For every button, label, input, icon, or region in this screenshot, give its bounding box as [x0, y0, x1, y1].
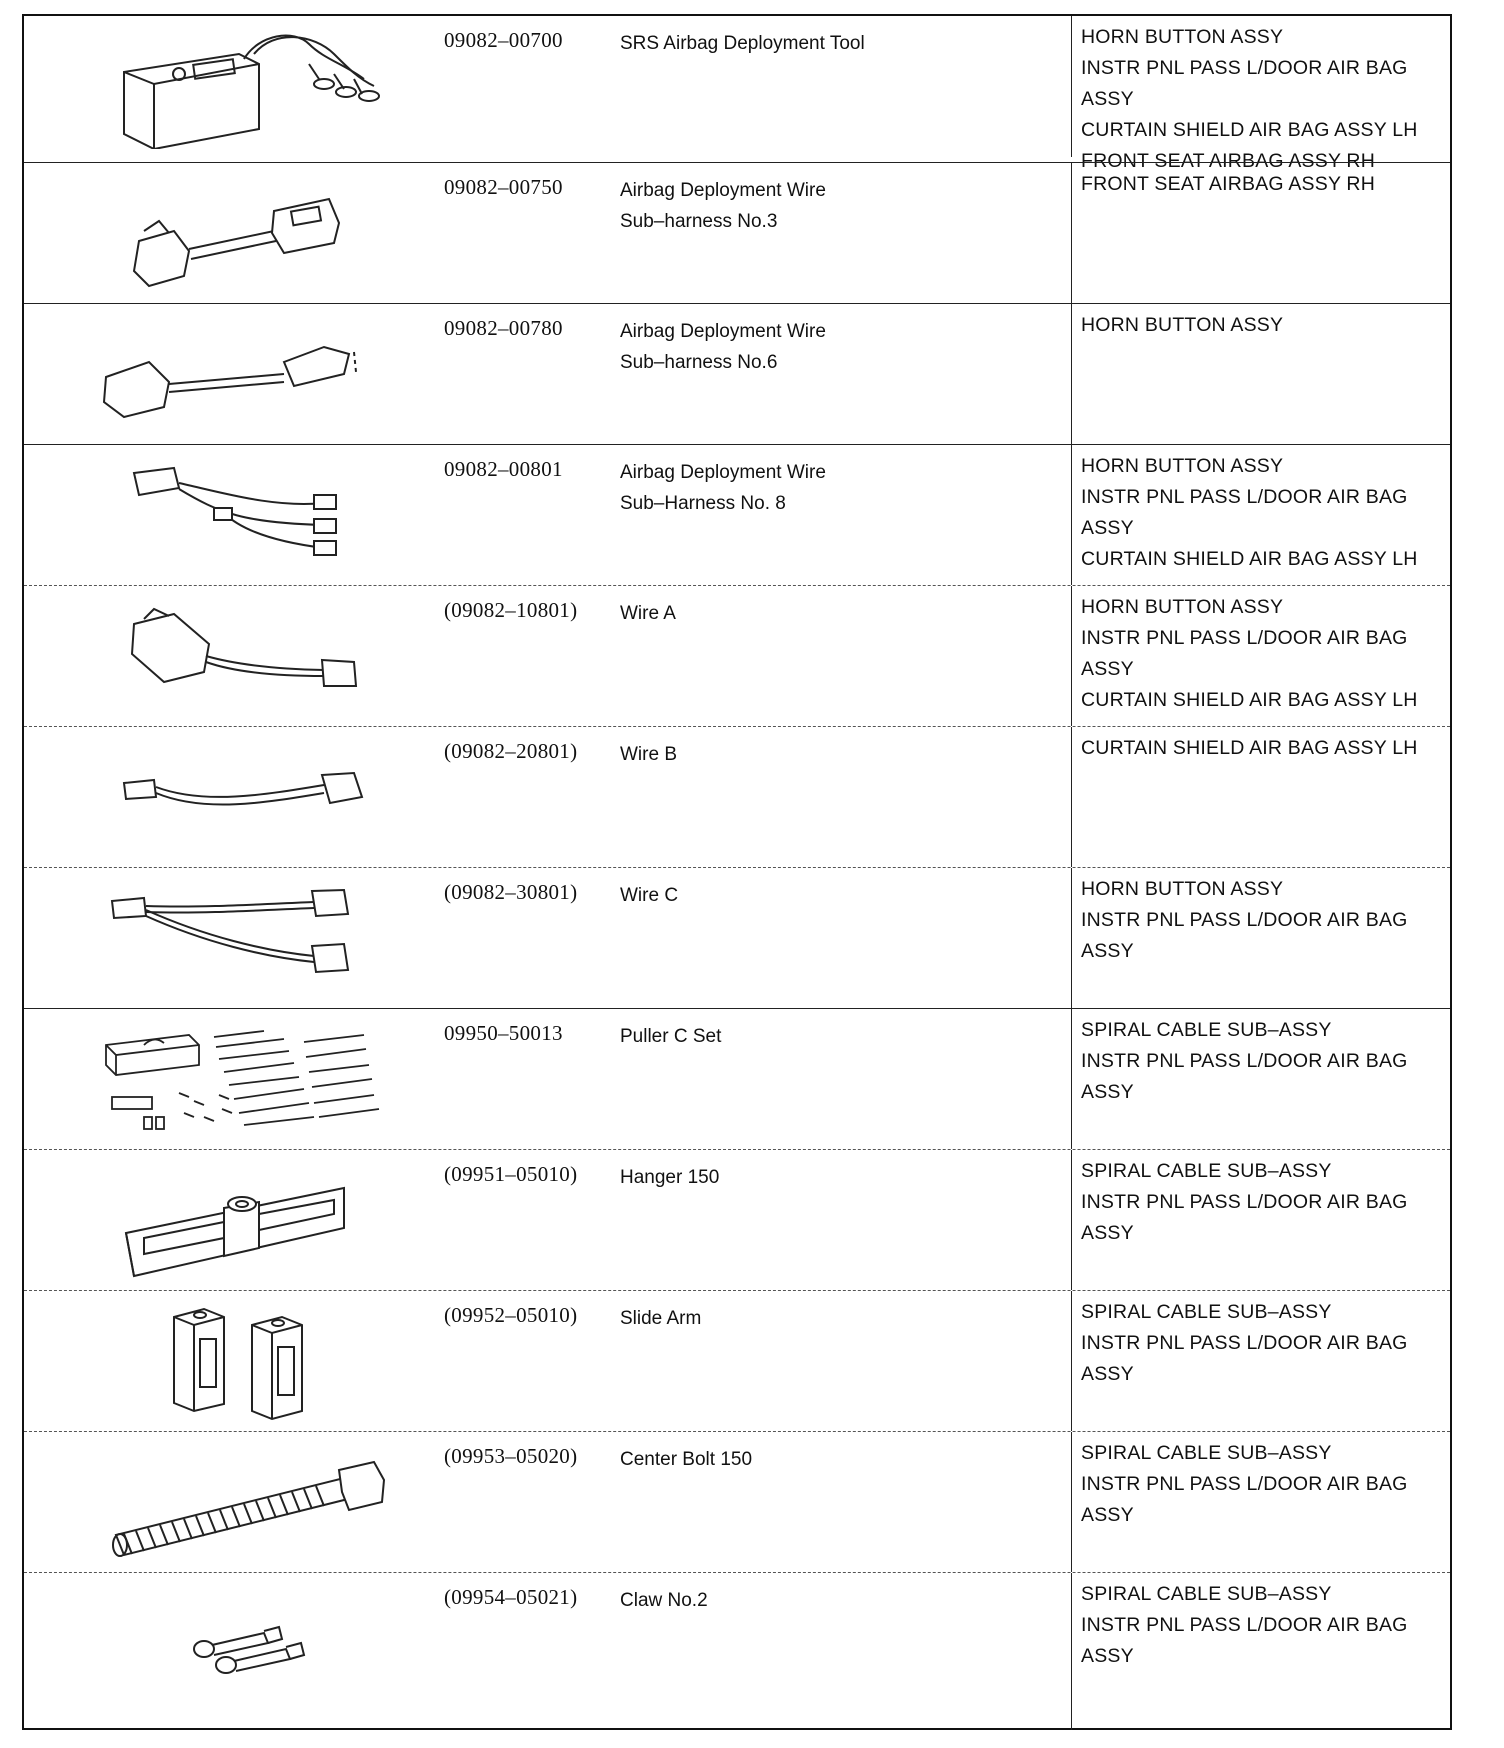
- table-row: [24, 1290, 1450, 1431]
- usage-list: [1081, 451, 1451, 575]
- puller-c-set-illustration: [44, 1017, 404, 1142]
- table-row: [24, 1572, 1450, 1730]
- usage-line: CURTAIN SHIELD AIR BAG ASSY LH: [1081, 548, 1418, 570]
- table-row: [24, 1008, 1450, 1149]
- usage-line: INSTR PNL PASS L/DOOR AIR BAG: [1081, 627, 1408, 649]
- wire-subharness-no8-illustration: [44, 453, 404, 578]
- usage-list: [1081, 733, 1451, 764]
- wire-b-illustration: [44, 735, 404, 860]
- usage-list: [1081, 22, 1451, 177]
- usage-list: [1081, 1297, 1451, 1390]
- hanger-150-illustration: [44, 1158, 404, 1283]
- special-service-tools-table: [22, 14, 1452, 1730]
- part-name: [620, 1585, 1060, 1616]
- part-name-line: Center Bolt 150: [620, 1449, 753, 1470]
- usage-line: ASSY: [1081, 1504, 1134, 1526]
- column-divider: [1071, 727, 1072, 867]
- usage-list: [1081, 874, 1451, 967]
- usage-line: ASSY: [1081, 940, 1134, 962]
- usage-line: SPIRAL CABLE SUB–ASSY: [1081, 1160, 1332, 1182]
- usage-line: INSTR PNL PASS L/DOOR AIR BAG: [1081, 1332, 1408, 1354]
- part-name-line: Hanger 150: [620, 1167, 720, 1188]
- part-number: (09952–05010): [444, 1303, 578, 1327]
- part-name-line: Wire B: [620, 744, 677, 765]
- column-divider: [1071, 1150, 1072, 1290]
- usage-line: INSTR PNL PASS L/DOOR AIR BAG: [1081, 486, 1408, 508]
- usage-list: [1081, 1156, 1451, 1249]
- part-number: 09082–00750: [444, 175, 563, 199]
- usage-line: ASSY: [1081, 1645, 1134, 1667]
- usage-line: HORN BUTTON ASSY: [1081, 455, 1284, 477]
- usage-line: SPIRAL CABLE SUB–ASSY: [1081, 1442, 1332, 1464]
- usage-list: [1081, 1438, 1451, 1531]
- part-name: [620, 28, 1060, 59]
- part-name: [620, 1162, 1060, 1193]
- usage-line: ASSY: [1081, 88, 1134, 110]
- part-name-line: Airbag Deployment Wire: [620, 321, 826, 342]
- usage-line: HORN BUTTON ASSY: [1081, 26, 1284, 48]
- usage-line: SPIRAL CABLE SUB–ASSY: [1081, 1301, 1332, 1323]
- column-divider: [1071, 1291, 1072, 1431]
- part-name-line: Airbag Deployment Wire: [620, 462, 826, 483]
- table-row: [24, 867, 1450, 1008]
- table-row: [24, 1149, 1450, 1290]
- table-row: [24, 1431, 1450, 1572]
- usage-line: ASSY: [1081, 1222, 1134, 1244]
- table-row: [24, 444, 1450, 585]
- table-row: [24, 162, 1450, 303]
- part-name: [620, 175, 1060, 237]
- column-divider: [1071, 586, 1072, 726]
- usage-line: CURTAIN SHIELD AIR BAG ASSY LH: [1081, 689, 1418, 711]
- part-name-line: Puller C Set: [620, 1026, 722, 1047]
- usage-line: FRONT SEAT AIRBAG ASSY RH: [1081, 173, 1375, 195]
- column-divider: [1071, 868, 1072, 1008]
- usage-list: [1081, 310, 1451, 341]
- usage-line: INSTR PNL PASS L/DOOR AIR BAG: [1081, 1050, 1408, 1072]
- usage-line: ASSY: [1081, 658, 1134, 680]
- wire-a-illustration: [44, 594, 404, 719]
- table-row: [24, 303, 1450, 444]
- wire-subharness-no3-illustration: [44, 171, 404, 296]
- part-name-line: Slide Arm: [620, 1308, 702, 1329]
- part-number: (09082–20801): [444, 739, 578, 763]
- part-number: (09954–05021): [444, 1585, 578, 1609]
- part-name: [620, 1021, 1060, 1052]
- usage-list: [1081, 592, 1451, 716]
- part-name: [620, 1303, 1060, 1334]
- usage-line: ASSY: [1081, 1081, 1134, 1103]
- part-name: [620, 739, 1060, 770]
- airbag-deployment-tool-illustration: [44, 24, 404, 149]
- column-divider: [1071, 16, 1072, 157]
- part-number: (09953–05020): [444, 1444, 578, 1468]
- part-name: [620, 457, 1060, 519]
- part-number: (09082–30801): [444, 880, 578, 904]
- part-name: [620, 598, 1060, 629]
- part-number: 09082–00801: [444, 457, 563, 481]
- usage-line: ASSY: [1081, 1363, 1134, 1385]
- usage-line: INSTR PNL PASS L/DOOR AIR BAG: [1081, 1473, 1408, 1495]
- claw-no2-illustration: [44, 1581, 404, 1706]
- usage-line: HORN BUTTON ASSY: [1081, 596, 1284, 618]
- center-bolt-150-illustration: [44, 1440, 404, 1565]
- part-name-line: Wire C: [620, 885, 679, 906]
- usage-line: CURTAIN SHIELD AIR BAG ASSY LH: [1081, 119, 1418, 141]
- column-divider: [1071, 1573, 1072, 1730]
- slide-arm-illustration: [44, 1299, 404, 1424]
- part-name: [620, 1444, 1060, 1475]
- usage-list: [1081, 169, 1451, 200]
- part-name-line: Sub–harness No.3: [620, 211, 778, 232]
- column-divider: [1071, 1432, 1072, 1572]
- part-name-line: Wire A: [620, 603, 676, 624]
- usage-list: [1081, 1015, 1451, 1108]
- usage-line: INSTR PNL PASS L/DOOR AIR BAG: [1081, 1614, 1408, 1636]
- table-row: [24, 585, 1450, 726]
- part-number: 09082–00700: [444, 28, 563, 52]
- part-name-line: SRS Airbag Deployment Tool: [620, 33, 865, 54]
- usage-line: FRONT SEAT AIRBAG ASSY RH: [1081, 150, 1375, 172]
- usage-line: ASSY: [1081, 517, 1134, 539]
- table-row: [24, 726, 1450, 867]
- usage-line: INSTR PNL PASS L/DOOR AIR BAG: [1081, 57, 1408, 79]
- usage-line: HORN BUTTON ASSY: [1081, 878, 1284, 900]
- part-number: 09950–50013: [444, 1021, 563, 1045]
- column-divider: [1071, 445, 1072, 585]
- part-name: [620, 316, 1060, 378]
- usage-list: [1081, 1579, 1451, 1672]
- column-divider: [1071, 304, 1072, 444]
- usage-line: HORN BUTTON ASSY: [1081, 314, 1284, 336]
- part-number: (09951–05010): [444, 1162, 578, 1186]
- usage-line: INSTR PNL PASS L/DOOR AIR BAG: [1081, 909, 1408, 931]
- usage-line: INSTR PNL PASS L/DOOR AIR BAG: [1081, 1191, 1408, 1213]
- part-name-line: Sub–Harness No. 8: [620, 493, 786, 514]
- wire-c-illustration: [44, 876, 404, 1001]
- column-divider: [1071, 1009, 1072, 1149]
- part-name-line: Sub–harness No.6: [620, 352, 778, 373]
- usage-line: SPIRAL CABLE SUB–ASSY: [1081, 1583, 1332, 1605]
- part-name-line: Claw No.2: [620, 1590, 708, 1611]
- usage-line: SPIRAL CABLE SUB–ASSY: [1081, 1019, 1332, 1041]
- usage-line: CURTAIN SHIELD AIR BAG ASSY LH: [1081, 737, 1418, 759]
- wire-subharness-no6-illustration: [44, 312, 404, 437]
- part-number: (09082–10801): [444, 598, 578, 622]
- table-row: [24, 16, 1450, 172]
- part-name: [620, 880, 1060, 911]
- part-number: 09082–00780: [444, 316, 563, 340]
- part-name-line: Airbag Deployment Wire: [620, 180, 826, 201]
- column-divider: [1071, 163, 1072, 303]
